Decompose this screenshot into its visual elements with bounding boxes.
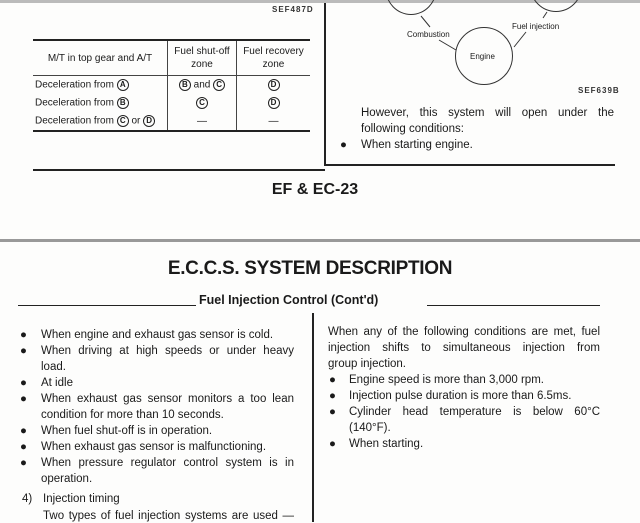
- bullet-text: When engine and exhaust gas sensor is cold.: [41, 329, 274, 341]
- bullet-text: When pressure regulator control system is in: [41, 457, 294, 469]
- table-row: [33, 112, 310, 131]
- bullet: ●: [329, 438, 336, 450]
- bullet-text: At idle: [41, 377, 73, 389]
- cell-text: or: [131, 115, 141, 127]
- bullet-text: Cylinder head temperature is below 60°C: [349, 406, 600, 418]
- circled-letter: B: [179, 79, 191, 91]
- item-heading: Injection timing: [43, 493, 120, 505]
- label-combustion: Combustion: [407, 30, 450, 39]
- section-heading: Fuel Injection Control (Cont'd): [199, 293, 379, 307]
- cell-text: Deceleration from: [35, 115, 114, 127]
- circled-letter: D: [268, 97, 280, 109]
- cell-text: Deceleration from: [35, 97, 114, 109]
- table-header: Fuel recovery zone: [237, 40, 311, 76]
- table-cell: [33, 76, 168, 95]
- bullet: ●: [20, 329, 27, 341]
- bullet-text: condition for more than 10 seconds.: [41, 409, 224, 421]
- bullet-text: (140°F).: [349, 422, 391, 434]
- page-separator: [0, 239, 640, 242]
- body-line: injection shifts to simultaneous injection from: [328, 342, 600, 354]
- figure-code-left: SEF487D: [272, 5, 314, 14]
- bullet-text: When driving at high speeds or under heavy: [41, 345, 294, 357]
- body-line: However, this system will open under the: [361, 107, 614, 119]
- bullet: ●: [20, 393, 27, 405]
- bullet-text: When starting.: [349, 438, 424, 450]
- table-cell: [33, 94, 168, 112]
- bullet-text: load.: [41, 361, 66, 373]
- table-cell: [33, 112, 168, 131]
- fuel-cut-table: [33, 39, 310, 132]
- item-number: 4): [22, 493, 33, 505]
- bullet-text: Injection pulse duration is more than 6.5ms.: [349, 390, 572, 402]
- cell-text: Deceleration from: [35, 79, 114, 91]
- page-title: E.C.C.S. SYSTEM DESCRIPTION: [167, 258, 453, 279]
- table-cell: —: [168, 112, 237, 131]
- bullet: ●: [20, 457, 27, 469]
- table-cell: [168, 76, 237, 95]
- table-header-row: [33, 40, 310, 76]
- bullet-text: When starting engine.: [361, 139, 473, 151]
- bottom-rule-right: [325, 164, 615, 166]
- circled-letter: C: [196, 97, 208, 109]
- circled-letter: B: [117, 97, 129, 109]
- figure-code-right: SEF639B: [578, 86, 620, 95]
- section-rule-right: [427, 305, 600, 306]
- page-number: EF & EC-23: [271, 181, 359, 198]
- bullet: ●: [340, 139, 347, 151]
- item-text: Two types of fuel injection systems are used —: [43, 510, 294, 522]
- body-line: group injection.: [328, 358, 406, 370]
- label-engine: Engine: [470, 52, 495, 61]
- bullet-text: operation.: [41, 473, 93, 485]
- bullet: ●: [20, 441, 27, 453]
- section-rule-left: [18, 305, 196, 306]
- bullet-text: Engine speed is more than 3,000 rpm.: [349, 374, 544, 386]
- table-row: [33, 76, 310, 95]
- table-header: Fuel shut-off zone: [168, 40, 237, 76]
- table-row: [33, 94, 310, 112]
- bullet: ●: [329, 390, 336, 402]
- label-fuel-injection: Fuel injection: [512, 22, 560, 31]
- bullet-text: When exhaust gas sensor monitors a too lean: [41, 393, 294, 405]
- bullet: ●: [20, 345, 27, 357]
- cell-text: and: [193, 79, 211, 91]
- bullet-text: When fuel shut-off is in operation.: [41, 425, 213, 437]
- table-cell: [168, 94, 237, 112]
- bottom-rule-left: [33, 169, 325, 171]
- table-cell: —: [237, 112, 311, 131]
- circled-letter: D: [143, 115, 155, 127]
- body-line: When any of the following conditions are met, fuel: [328, 326, 600, 338]
- table-cell: [237, 76, 311, 95]
- diagram-arrows: [320, 0, 640, 100]
- table-header: M/T in top gear and A/T: [33, 40, 168, 76]
- circled-letter: C: [117, 115, 129, 127]
- body-line: following conditions:: [361, 123, 464, 135]
- bullet: ●: [20, 425, 27, 437]
- bullet: ●: [329, 374, 336, 386]
- column-divider: [312, 313, 314, 522]
- bullet: ●: [329, 406, 336, 418]
- bullet: ●: [20, 377, 27, 389]
- circled-letter: D: [268, 79, 280, 91]
- circled-letter: A: [117, 79, 129, 91]
- bullet-text: When exhaust gas sensor is malfunctioning.: [41, 441, 267, 453]
- table-cell: [237, 94, 311, 112]
- circled-letter: C: [213, 79, 225, 91]
